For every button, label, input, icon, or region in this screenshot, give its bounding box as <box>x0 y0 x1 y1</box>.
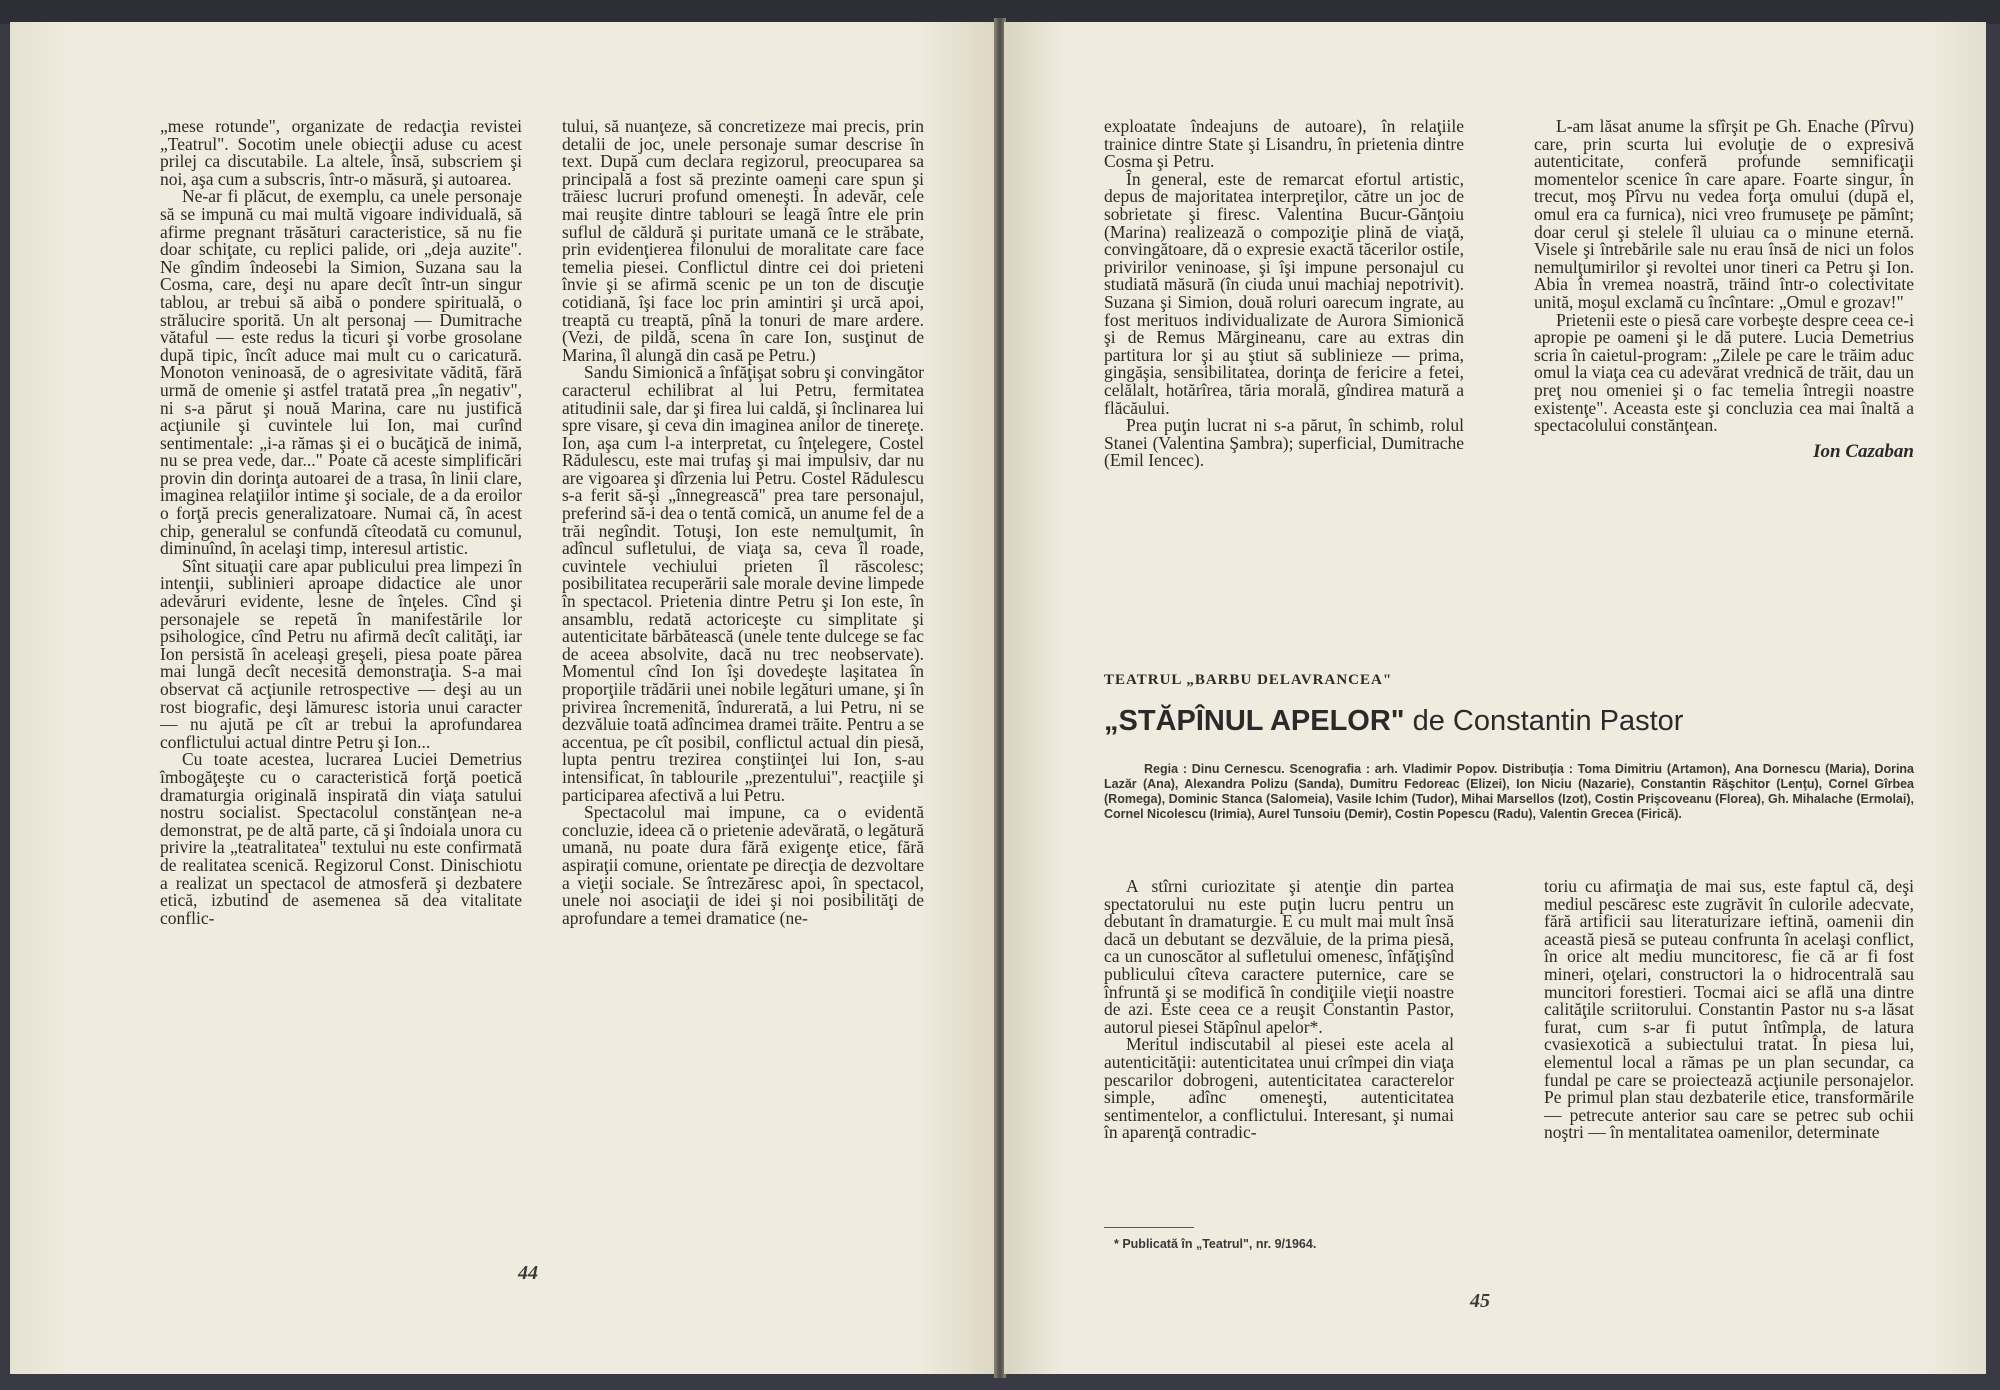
paragraph: toriu cu afirmaţia de mai sus, este faptul că, deşi mediul pescăresc este zugrăvit în culorile adecvate, fără artificii sau literaturizare ieftină, oamenii din această piesă se puteau confrunta în acelaşi conflict, în orice alt mediu muncitoresc, fie că ar fi fost mineri, oţelari, constructori la o hidrocentrală sau muncitori forestieri. Tocmai aici se află una dintre calităţile scriitorului. Constantin Pastor nu s-a lăsat furat, cum s-ar fi putut întîmpla, de latura cvasiexotică a subiectului tratat. În piesa lui, elementul local a rămas pe un plan secundar, ca fundal pe care se proiectează acţiunile personajelor. Pe primul plan stau dezbaterile etice, transformările — petrecute anterior sau care se petrec sub ochii noştri — în mentalitatea oamenilor, determinate <box>1544 876 1914 1143</box>
headline-title: „STĂPÎNUL APELOR" <box>1104 705 1405 737</box>
right-column-1 <box>1104 118 1464 470</box>
left-column-1 <box>160 118 522 927</box>
article-headline <box>1104 705 1683 738</box>
right-column-2 <box>1534 118 1914 460</box>
paragraph: Ne-ar fi plăcut, de exemplu, ca unele personaje să se impună cu mai multă vigoare individuală, să afirme pregnant trăsături caracteristice, să nu fie doar schiţate, cu replici palide, ori „deja auzite". Ne gîndim îndeosebi la Simion, Suzana sau la Cosma, care, deşi nu apare decît într-un singur tablou, ar trebui să aibă o pondere spirituală, o strălucire sporită. Un alt personaj — Dumitrache vătaful — este redus la ticuri şi vorbe grosolane după tipic, încît aduce mai mult cu o caricatură. Monoton veninoasă, de o agresivitate vădită, fără urmă de omenie şi astfel tratată prea „în negativ", ni s-a părut şi nouă Marina, care nu justifică acţiunile şi cuvintele lui Ion, mai curînd sentimentale: „i-a rămas şi ei o bucăţică de inimă, nu se prea vede, dar..." Poate că aceste simplificări provin din dorinţa autoarei de a trasa, în linii clare, imaginea relaţiilor intime şi sociale, de a da eroilor o forţă precis generalizatoare. Numai că, în acest chip, generalul se confundă cîteodată cu comunul, diminuînd, în acelaşi timp, interesul artistic. <box>160 186 522 559</box>
paragraph: Spectacolul mai impune, ca o evidentă concluzie, ideea că o prietenie adevărată, o legătură umană, nu poate dura fără exigenţe etice, fără aspiraţii comune, orientate pe direcţia de dezvoltare a vieţii sociale. Se întrezăresc apoi, în spectacol, unele noi asociaţii de idei şi noi posibilităţi de aprofundare a temei dramatice (ne- <box>562 802 924 928</box>
production-credits: Regia : Dinu Cernescu. Scenografia : arh. Vladimir Popov. Distribuţia : Toma Dimitriu (Artamon), Ana Dornescu (Maria), Dorina Lazăr (Ana), Alexandra Polizu (Sanda), Dumitru Fedoreac (Elizei), Ion Niciu (Nazarie), Constantin Răşchitor (Lenţu), Cornel Gîrbea (Romega), Dominic Stanca (Salomeia), Vasile Ichim (Tudor), Mihai Marsellos (Izot), Costin Prişcoveanu (Florea), Gh. Mihalache (Ermolai), Cornel Nicolescu (Irimia), Aurel Tunsoiu (Demir), Costin Popescu (Radu), Valentin Grecea (Firică). <box>1104 762 1914 821</box>
footnote: * Publicată în „Teatrul", nr. 9/1964. <box>1114 1237 1317 1251</box>
paragraph: L-am lăsat anume la sfîrşit pe Gh. Enache (Pîrvu) care, prin scurta lui evoluţie de o expresivă autenticitate, conferă profunde semnificaţii momentelor scenice în care apare. Foarte singur, în trecut, moş Pîrvu nu vedea forţa omului (după el, omul era ca furnica), nici vreo frumuseţe pe pămînt; doar cerul şi stelele îl uluiau ca o minune eternă. Visele şi întrebările sale nu erau însă de nici un folos nemulţumirilor şi revoltei unor tineri ca Petru şi Ion. Abia în vremea noastră, trăind într-o colectivitate unită, moşul exclamă cu încîntare: „Omul e grozav!" <box>1534 116 1914 312</box>
paragraph: Prea puţin lucrat ni s-a părut, în schimb, rolul Stanei (Valentina Şambra); superficial, Dumitrache (Emil Iencec). <box>1104 415 1464 471</box>
paragraph: Sandu Simionică a înfăţişat sobru şi convingător caracterul echilibrat al lui Petru, fermitatea atitudinii sale, dar şi firea lui caldă, şi înclinarea lui spre visare, şi ceva din imaginea anilor de tinereţe. Ion, aşa cum l-a interpretat, cu înţelegere, Costel Rădulescu, este mai trufaş şi mai impulsiv, dar nu are vigoarea şi dîrzenia lui Petru. Costel Rădulescu s-a ferit să-şi „înnegrească" prea tare personajul, preferind să-i dea o tentă comică, un anume fel de a trăi negîndit. Totuşi, Ion este nemulţumit, în adîncul sufletului, de viaţa sa, ceva îl roade, cuvintele vechiului prieten îl răscolesc; posibilitatea recuperării sale morale devine limpede în spectacol. Prietenia dintre Petru şi Ion este, în ansamblu, redată actoriceşte cu simplitate şi autenticitate bărbătească (unele tente dulcege se fac de aceea absolvite, dacă nu trec neobservate). Momentul cînd Ion îşi dovedeşte laşitatea în proporţiile trădării unei nobile legături umane, şi în privirea încremenită, îndurerată, a lui Petru, ni se dezvăluie toată adîncimea dramei trăite. Pentru a se accentua, pe cît posibil, conflictul actual din piesă, lupta pentru trezirea conştiinţei lui Ion, s-au intensificat, în tablourile „prezentului", reacţiile şi participarea afectivă a lui Petru. <box>562 362 924 805</box>
paragraph: „mese rotunde", organizate de redacţia revistei „Teatrul". Socotim unele obiecţii aduse cu acest prilej ca discutabile. La altele, însă, subscriem şi noi, aşa cum a subscris, într-o măsură, şi autoarea. <box>160 116 522 189</box>
page-number: 44 <box>518 1262 538 1284</box>
paragraph: Sînt situaţii care apar publicului prea limpezi în intenţii, sublinieri aproape didactice ale unor adevăruri evidente, lesne de înţeles. Cînd şi personajele se repetă în manifestările lor psihologice, cînd Petru nu afirmă decît calităţi, iar Ion persistă în aceleaşi greşeli, piesa poate părea mai lungă decît necesită demonstraţia. S-a mai observat că acţiunile retrospective — deşi au un rost biografic, deşi lămuresc istoria unui caracter — nu ajută pe cît ar trebui la aprofundarea conflictului actual dintre Petru şi Ion... <box>160 555 522 752</box>
section-label: TEATRUL „BARBU DELAVRANCEA" <box>1104 672 1393 688</box>
right-page <box>1004 22 1986 1374</box>
paragraph: tului, să nuanţeze, să concretizeze mai precis, prin detalii de joc, unele personaje sumar descrise în text. După cum declara regizorul, preocuparea sa principală a fost să prezinte oameni care spun şi trăiesc lucruri profund omeneşti. În adevăr, cele mai reuşite dintre tablouri se leagă între ele prin suflul de căldură şi puritate umană ce le străbate, prin evidenţierea filonului de moralitate care face temelia piesei. Conflictul dintre cei doi prieteni învie şi se afirmă scenic pe un ton de discuţie cotidiană, îşi face loc prin amintiri şi urcă apoi, treaptă cu treaptă, pînă la tonuri de mare ardere. (Vezi, de pildă, scena în care Ion, susţinut de Marina, îl alungă din casă pe Petru.) <box>562 116 924 365</box>
page-number: 45 <box>1470 1290 1490 1312</box>
right-column-4 <box>1544 878 1914 1142</box>
paragraph: exploatate îndeajuns de autoare), în relaţiile trainice dintre State şi Lisandru, în prietenia dintre Cosma şi Petru. <box>1104 116 1464 172</box>
left-column-2 <box>562 118 924 927</box>
paragraph: În general, este de remarcat efortul artistic, depus de majoritatea interpreţilor, către un joc de sobrietate şi firesc. Valentina Bucur-Gănţoiu (Marina) realizează o compoziţie plină de viaţă, convingătoare, dă o expresie exactă tăcerilor ostile, privirilor veninoase, şi îşi impune personajul cu studiată măsură (în ciuda unui machiaj nepotrivit). Suzana şi Simion, două roluri oarecum ingrate, au fost merituos individualizate de Aurora Simionică şi de Remus Mărgineanu, care au extras din partitura lor şi au ştiut să sublinieze — prima, gingăşia, sensibilitatea, dorinţa de fericire a fetei, celălalt, hotărîrea, tăria morală, gîndirea matură a flăcăului. <box>1104 168 1464 418</box>
paragraph: Prietenii este o piesă care vorbeşte despre ceea ce-i apropie pe oameni şi le dă putere. Lucia Demetrius scria în caietul-program: „Zilele pe care le trăim aduc omul la viaţa cea cu adevărat vrednică de trăit, dau un preţ nou omeniei şi o fac temelia întregii noastre existenţe". Aceasta este şi concluzia cea mai înaltă a spectacolului constănţean. <box>1534 309 1914 436</box>
headline-author: de Constantin Pastor <box>1404 705 1684 737</box>
author-signature: Ion Cazaban <box>1813 440 1914 462</box>
paragraph: Meritul indiscutabil al piesei este acela al autenticităţii: autenticitatea unui crîmpei din viaţa pescarilor dobrogeni, autenticitatea caracterelor simple, adînc omeneşti, autenticitatea sentimentelor, a conflictului. Interesant, şi numai în aparenţă contradic- <box>1104 1034 1454 1143</box>
left-page <box>10 22 996 1374</box>
footnote-rule <box>1104 1227 1194 1228</box>
right-column-3 <box>1104 878 1454 1142</box>
paragraph: A stîrni curiozitate şi atenţie din partea spectatorului nu este puţin lucru pentru un debutant în dramaturgie. E cu mult mai mult însă dacă un debutant se dezvăluie, de la prima piesă, ca un cunoscător al sufletului omenesc, înfăţişînd publicului cîteva caractere puternice, care se înfruntă şi se modifică în condiţiile vieţii noastre de azi. Este ceea ce a reuşit Constantin Pastor, autorul piesei Stăpînul apelor*. <box>1104 876 1454 1037</box>
paragraph: Cu toate acestea, lucrarea Luciei Demetrius îmbogăţeşte cu o caracteristică forţă poetică dramaturgia originală inspirată din viaţa satului nostru socialist. Spectacolul constănţean ne-a demonstrat, pe de altă parte, că şi îndoiala unora cu privire la „teatralitatea" textului nu este confirmată de realitatea scenică. Regizorul Const. Dinischiotu a realizat un spectacol de atmosferă şi dezbatere etică, izbutind de asemenea să dea vitalitate conflic- <box>160 749 522 928</box>
